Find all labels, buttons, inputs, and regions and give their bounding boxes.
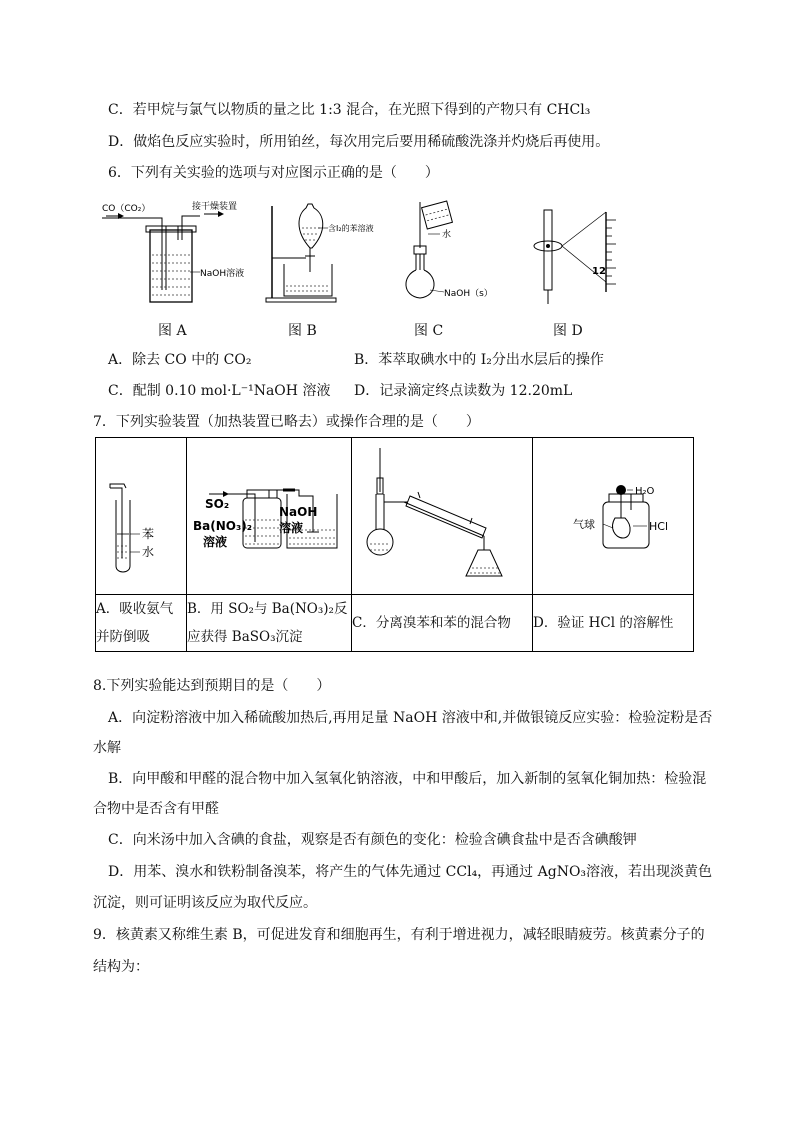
figure-d-label-12: 12 [592,266,606,277]
figure-c-caption: 图 C [414,323,444,339]
figure-a-label-in: CO（CO₂） [102,204,151,214]
figure-c-label-solid: NaOH（s） [444,289,493,299]
q6-stem: 6．下列有关实验的选项与对应图示正确的是（ ） [108,165,439,181]
q8-option-c: C．向米汤中加入含碘的食盐，观察是否有颜色的变化：检验含碘食盐中是否含碘酸钾 [108,832,637,848]
q9-line2: 结构为： [93,959,149,975]
q7-b-reagent-label: Ba(NO₃)₂ [193,519,252,533]
q8-option-b-line1: B．向甲酸和甲醛的混合物中加入氢氧化钠溶液，中和甲酸后，加入新制的氢氧化铜加热：检验混 [108,771,707,787]
figure-d-burette-reading [530,200,630,310]
q7-cell-a-figure [96,438,187,595]
q7-option-c: C．分离溴苯和苯的混合物 [352,595,533,652]
q7-stem: 7．下列实验装置（加热装置已略去）或操作合理的是（ ） [93,414,480,430]
q7-d-hcl-label: HCl [649,520,669,533]
q7-cell-b-figure [187,438,352,595]
figure-a-caption: 图 A [158,323,187,339]
q7-d-balloon-label: 气球 [573,518,595,531]
q7-figure-b-apparatus [187,438,351,594]
q7-b-gas-label: SO₂ [205,497,230,511]
q9-line1: 9．核黄素又称维生素 B，可促进发育和细胞再生，有利于增进视力，减轻眼睛疲劳。核黄素分子的 [93,927,705,943]
figure-b-caption: 图 B [288,323,317,339]
q6-option-c: C．配制 0.10 mol·L⁻¹NaOH 溶液 [108,383,331,399]
q6-option-a: A．除去 CO 中的 CO₂ [108,352,252,368]
q8-option-a-line2: 水解 [93,740,121,756]
q6-option-b: B．苯萃取碘水中的 I₂分出水层后的操作 [354,352,604,368]
q7-b-naoh-label-2: 溶液 [279,521,304,535]
q7-d-h2o-label: H₂O [635,486,655,497]
q7-cell-d-figure [533,438,694,595]
q7-option-a: A．吸收氨气并防倒吸 [96,595,187,652]
q7-figure-c-distillation [352,438,532,594]
q7-b-reagent-label-2: 溶液 [203,535,228,549]
q7-cell-c-figure [352,438,533,595]
q8-stem: 8.下列实验能达到预期目的是（ ） [93,678,331,694]
q6-option-d: D．记录滴定终点读数为 12.20mL [354,383,573,399]
figure-d-caption: 图 D [553,323,583,339]
figure-a-wash-bottle [100,200,250,310]
figure-b-label: 含I₂的苯溶液 [328,224,374,233]
q8-option-d-line2: 沉淀，则可证明该反应为取代反应。 [93,895,317,911]
figure-a-label-liquid: NaOH溶液 [200,269,245,279]
q7-option-d: D．验证 HCl 的溶解性 [533,595,694,652]
figure-c-label-water: 水 [442,230,452,240]
q7-option-b: B．用 SO₂与 Ba(NO₃)₂反应获得 BaSO₃沉淀 [187,595,352,652]
q8-option-d-line1: D．用苯、溴水和铁粉制备溴苯，将产生的气体先通过 CCl₄，再通过 AgNO₃溶液，若出现淡黄色 [108,864,713,880]
q5-option-c: C．若甲烷与氯气以物质的量之比 1:3 混合，在光照下得到的产物只有 CHCl₃ [108,102,591,118]
q7-a-benzene-label: 苯 [142,527,155,541]
figure-b-separatory-funnel [262,200,382,310]
q7-figure-a-test-tube [96,438,186,594]
q7-options-table [95,437,694,652]
figure-c-volumetric-flask [398,198,508,308]
q7-b-naoh-label: NaOH [279,505,318,519]
q8-option-b-line2: 合物中是否含有甲醛 [93,801,219,817]
q7-figure-d-flask [533,438,693,594]
q5-option-d: D．做焰色反应实验时，所用铂丝，每次用完后要用稀硫酸洗涤并灼烧后再使用。 [108,134,610,150]
q7-a-water-label: 水 [142,545,155,559]
q8-option-a-line1: A．向淀粉溶液中加入稀硫酸加热后,再用足量 NaOH 溶液中和,并做银镜反应实验：检验淀粉是否 [108,710,713,726]
figure-a-label-out: 接干燥装置 [192,202,238,212]
